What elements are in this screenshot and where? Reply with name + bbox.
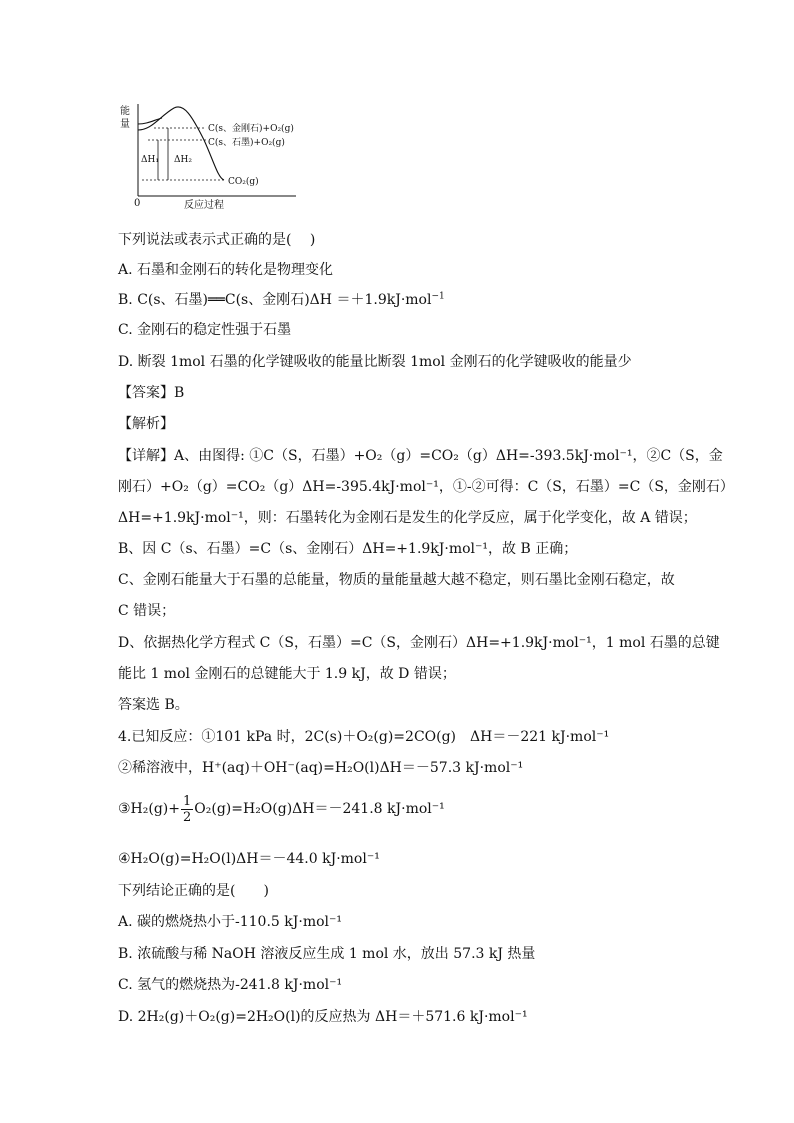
q3-detail-line-7: D、依据热化学方程式 C（S，石墨）=C（S，金刚石）ΔH=+1.9kJ·mol⁻¹，1 mol 石墨的总键 [118,635,720,651]
q3-stem: 下列说法或表示式正确的是( ) [118,232,316,248]
q3-detail-line-2: 刚石）+O₂（g）=CO₂（g）ΔH=-395.4kJ·mol⁻¹，①-②可得：C（S，石墨）=C（S，金刚石） [118,479,734,495]
q4-option-c: C. 氢气的燃烧热为-241.8 kJ·mol⁻¹ [118,977,343,993]
co2-level-label: CO₂(g) [228,177,259,187]
q3-detail-line-3: ΔH=+1.9kJ·mol⁻¹，则：石墨转化为金刚石是发生的化学反应，属于化学变化，故 A 错误； [118,510,697,526]
energy-diagram [118,100,338,210]
q4-reaction-3 [118,792,445,826]
q3-option-d: D. 断裂 1mol 石墨的化学键吸收的能量比断裂 1mol 金刚石的化学键吸收的能量少 [118,354,632,370]
diamond-curve [138,118,162,124]
q4-reaction-3-pre: ③H₂(g)+ [118,801,180,817]
q4-option-d: D. 2H₂(g)＋O₂(g)=2H₂O(l)的反应热为 ΔH＝＋571.6 kJ·mol⁻¹ [118,1009,528,1025]
q3-conclusion: 答案选 B。 [118,697,189,713]
fraction-denominator: 2 [183,809,192,825]
q3-option-a: A. 石墨和金刚石的转化是物理变化 [118,262,334,278]
q4-option-a: A. 碳的燃烧热小于-110.5 kJ·mol⁻¹ [118,914,342,930]
q4-reaction-4: ④H₂O(g)=H₂O(l)ΔH＝－44.0 kJ·mol⁻¹ [118,851,380,867]
q3-detail-line-5: C、金刚石能量大于石墨的总能量，物质的量能量越大越不稳定，则石墨比金刚石稳定，故 [118,572,675,588]
fraction-numerator: 1 [183,793,192,809]
q3-option-b-text: B. C(s、石墨)══C(s、金刚石)ΔH ＝＋1.9kJ·mol [118,292,432,308]
q4-reaction-3-post: O₂(g)=H₂O(g)ΔH＝－241.8 kJ·mol⁻¹ [194,801,445,817]
q3-detail-line-6: C 错误； [118,603,176,619]
y-axis-label-bottom: 量 [120,119,130,130]
q4-stem: 4.已知反应：①101 kPa 时，2C(s)＋O₂(g)=2CO(g) ΔH＝－221 kJ·mol⁻¹ [118,729,610,745]
q4-question: 下列结论正确的是( ) [118,883,269,899]
delta-h1-label: ΔH₁ [141,155,159,165]
q4-option-b: B. 浓硫酸与稀 NaOH 溶液反应生成 1 mol 水，放出 57.3 kJ 热量 [118,946,536,962]
q3-detail-line-1: 【详解】A、由图得: ①C（S，石墨）+O₂（g）=CO₂（g）ΔH=-393.5kJ·mol⁻¹，②C（S，金 [118,448,723,464]
delta-h2-label: ΔH₂ [174,155,192,165]
graphite-level-label: C(s、石墨)+O₂(g) [208,138,285,148]
q4-reaction-2: ②稀溶液中，H⁺(aq)＋OH⁻(aq)=H₂O(l)ΔH＝－57.3 kJ·mol⁻¹ [118,760,524,776]
diamond-level-label: C(s、金刚石)+O₂(g) [208,124,294,134]
q3-option-c: C. 金刚石的稳定性强于石墨 [118,322,292,338]
x-axis-label: 反应过程 [184,200,224,210]
q3-detail-line-4: B、因 C（s、石墨）=C（s、金刚石）ΔH=+1.9kJ·mol⁻¹，故 B 正确； [118,541,578,557]
q3-option-b [118,290,445,310]
q3-option-b-sup: −1 [431,291,445,302]
origin-label: 0 [134,198,141,209]
q3-detail-line-8: 能比 1 mol 金刚石的总键能大于 1.9 kJ，故 D 错误； [118,666,456,682]
q3-answer: 【答案】B [118,385,185,401]
y-axis-label-top: 能 [120,106,130,117]
q3-analysis-heading: 【解析】 [118,416,174,432]
half-fraction [181,794,193,825]
